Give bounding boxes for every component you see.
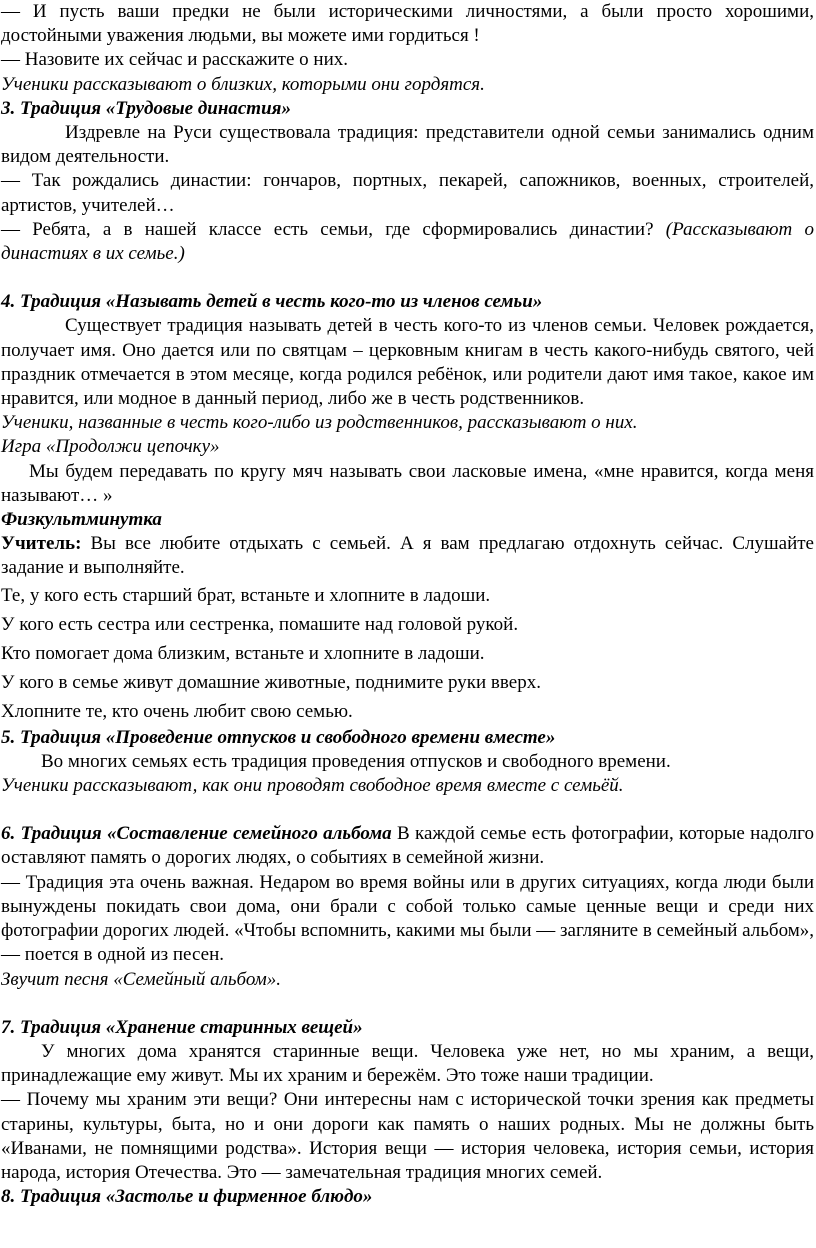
paragraph-vacations: Во многих семьях есть традиция проведения отпусков и свободного времени.: [41, 750, 671, 772]
section-heading-4: 4. Традиция «Называть детей в честь кого-то из членов семьи»: [1, 291, 543, 313]
paragraph-why-keep: — Почему мы храним эти вещи? Они интересны нам с исторической точки зрения как предметы старины, культуры, быта, но и они дороги как память о наших родных. Мы не должны быть «Иванами, не помнящими родства». История вещи — история человека, история семьи, история народа, история Отечества. Это — замечательная традиция многих семей.: [1, 1089, 814, 1183]
note-dynasties: (Рассказывают о династиях в их семье.): [1, 218, 814, 265]
section-heading-7: 7. Традиция «Хранение старинных вещей»: [1, 1016, 363, 1038]
paragraph-old-things: У многих дома хранятся старинные вещи. Человека уже нет, но мы храним, а вещи, принадлежащие ему живут. Мы их храним и бережём. Это тоже наши традиции.: [1, 1040, 814, 1087]
task-line-5: Хлопните те, кто очень любит свою семью.: [1, 700, 353, 722]
paragraph-dynasties: — Так рождались династии: гончаров, портных, пекарей, сапожников, военных, строителей, артистов, учителей…: [1, 170, 814, 216]
paragraph-game: Мы будем передавать по кругу мяч называть свои ласковые имена, «мне нравится, когда меня называют… »: [1, 460, 814, 506]
album-text: В каждой семье есть фотографии, которые надолго оставляют память о дорогих людях, о событиях в семейной жизни.: [1, 823, 814, 869]
paragraph-naming: Существует традиция называть детей в честь кого-то из членов семьи. Человек рождается, получает имя. Оно дается или по святцам – церковным книгам в честь какого-нибудь святого, чей праздник отмечается в этом месяце, когда родился ребёнок, или родители дают имя такое, какое им нравится, или модное в данный период, либо же в честь родственников.: [1, 315, 814, 410]
note-song: Звучит песня «Семейный альбом».: [1, 968, 281, 990]
note-named-students: Ученики, названные в честь кого-либо из родственников, рассказывают о них.: [1, 412, 638, 434]
task-line-2: У кого есть сестра или сестренка, помашите над головой рукой.: [1, 613, 519, 635]
note-students-tell: Ученики рассказывают о близких, которыми они гордятся.: [1, 73, 485, 95]
paragraph-class-dynasties: [1, 218, 814, 266]
section-heading-5: 5. Традиция «Проведение отпусков и свободного времени вместе»: [1, 726, 556, 748]
teacher-label: Учитель:: [1, 533, 82, 555]
paragraph-war-photos: — Традиция эта очень важная. Недаром во время войны или в других ситуациях, когда люди были вынуждены покидать свои дома, они брали с собой только самые ценные вещи и среди них фотографии дорогих людей. «Чтобы вспомнить, какими мы были — загляните в семейный альбом», — поется в одной из песен.: [1, 871, 814, 966]
section-heading-3: 3. Традиция «Трудовые династия»: [1, 97, 291, 119]
section-heading-6: 6. Традиция «Составление семейного альбома: [1, 823, 392, 845]
note-free-time: Ученики рассказывают, как они проводят свободное время вместе с семьёй.: [1, 775, 624, 797]
task-line-1: Те, у кого есть старший брат, встаньте и хлопните в ладоши.: [1, 584, 491, 606]
paragraph-ancestors: — И пусть ваши предки не были историческими личностями, а были просто хорошими, достойными уважения людьми, вы можете ими гордиться !: [1, 1, 814, 47]
spacer: [1, 798, 814, 822]
task-line-3: Кто помогает дома близким, встаньте и хлопните в ладоши.: [1, 642, 485, 664]
physical-break-heading: Физкультминутка: [1, 509, 162, 531]
question-text: — Ребята, а в нашей классе есть семьи, где сформировались династии?: [1, 218, 666, 240]
paragraph-since-ancient: Издревле на Руси существовала традиция: представители одной семьи занимались одним видом деятельности.: [1, 122, 814, 168]
spacer: [1, 992, 814, 1016]
spacer: [1, 266, 814, 290]
game-title: Игра «Продолжи цепочку»: [1, 436, 220, 458]
paragraph-teacher: [1, 532, 814, 580]
paragraph-name-them: — Назовите их сейчас и расскажите о них.: [1, 49, 348, 71]
section-heading-8: 8. Традиция «Застолье и фирменное блюдо»: [1, 1186, 373, 1208]
paragraph-album: [1, 822, 814, 870]
task-line-4: У кого в семье живут домашние животные, поднимите руки вверх.: [1, 671, 541, 693]
teacher-text: Вы все любите отдыхать с семьей. А я вам предлагаю отдохнуть сейчас. Слушайте задание и выполняйте.: [1, 533, 814, 579]
